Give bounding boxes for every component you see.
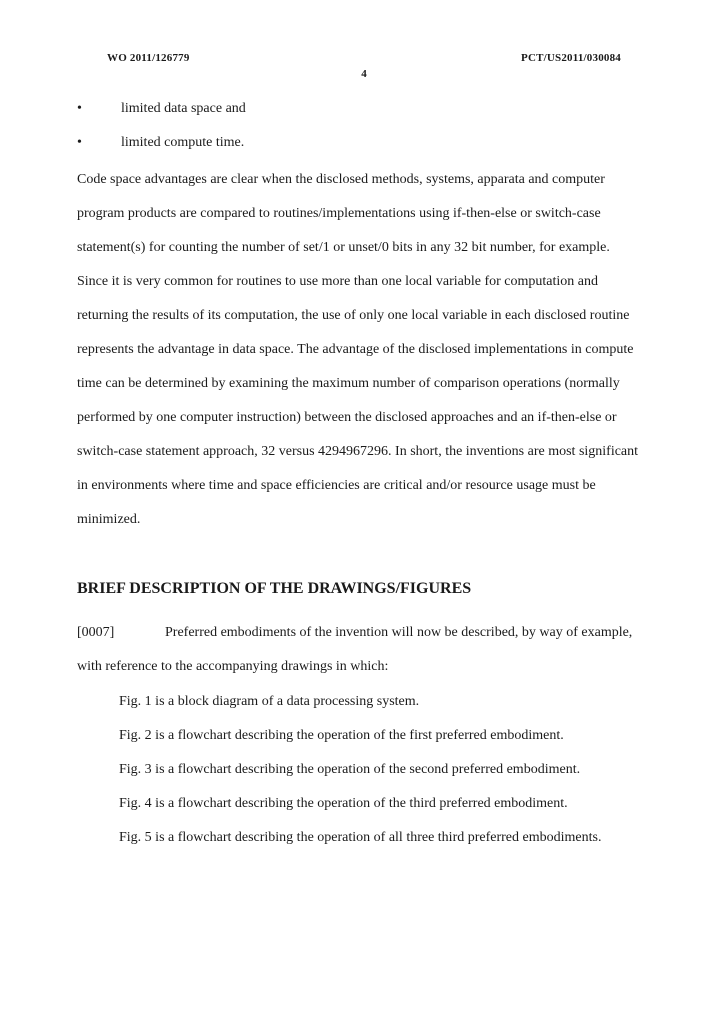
paragraph-line: statement(s) for counting the number of set/1 or unset/0 bits in any 32 bit number, for example.: [77, 240, 610, 255]
paragraph-number: [0007]: [77, 625, 115, 640]
application-number: PCT/US2011/030084: [521, 52, 621, 64]
figure-item: Fig. 4 is a flowchart describing the operation of the third preferred embodiment.: [119, 796, 568, 811]
figure-item: Fig. 5 is a flowchart describing the operation of all three third preferred embodiments.: [119, 830, 602, 845]
paragraph-text: Preferred embodiments of the invention will now be described, by way of example,: [165, 625, 633, 640]
paragraph-line: Since it is very common for routines to use more than one local variable for computation and: [77, 274, 598, 289]
bullet-glyph: •: [77, 101, 82, 116]
paragraph-line: returning the results of its computation, the use of only one local variable in each disclosed routine: [77, 308, 630, 323]
paragraph-line: in environments where time and space efficiencies are critical and/or resource usage must be: [77, 478, 596, 493]
paragraph-line: with reference to the accompanying drawings in which:: [77, 659, 389, 674]
publication-number: WO 2011/126779: [107, 52, 190, 64]
paragraph-line: time can be determined by examining the maximum number of comparison operations (normally: [77, 376, 620, 391]
paragraph-line: program products are compared to routines/implementations using if-then-else or switch-case: [77, 206, 601, 221]
figure-item: Fig. 3 is a flowchart describing the operation of the second preferred embodiment.: [119, 762, 581, 777]
figure-item: Fig. 1 is a block diagram of a data processing system.: [119, 694, 420, 709]
section-heading: BRIEF DESCRIPTION OF THE DRAWINGS/FIGURES: [77, 580, 472, 597]
paragraph-line: Code space advantages are clear when the disclosed methods, systems, apparata and computer: [77, 172, 605, 187]
bullet-text: limited data space and: [121, 101, 246, 116]
paragraph-0007: [77, 616, 677, 684]
figure-item: Fig. 2 is a flowchart describing the operation of the first preferred embodiment.: [119, 728, 564, 743]
bullet-text: limited compute time.: [121, 135, 245, 150]
paragraph-line: switch-case statement approach, 32 versus 4294967296. In short, the inventions are most significant: [77, 444, 639, 459]
paragraph-line: performed by one computer instruction) between the disclosed approaches and an if-then-else or: [77, 410, 617, 425]
paragraph-line: [77, 616, 677, 650]
advantages-paragraph: [77, 163, 677, 537]
paragraph-line: represents the advantage in data space. The advantage of the disclosed implementations in compute: [77, 342, 634, 357]
paragraph-line: minimized.: [77, 512, 141, 527]
figure-list: [119, 685, 601, 855]
page-number: 4: [361, 68, 367, 80]
bullet-glyph: •: [77, 135, 82, 150]
